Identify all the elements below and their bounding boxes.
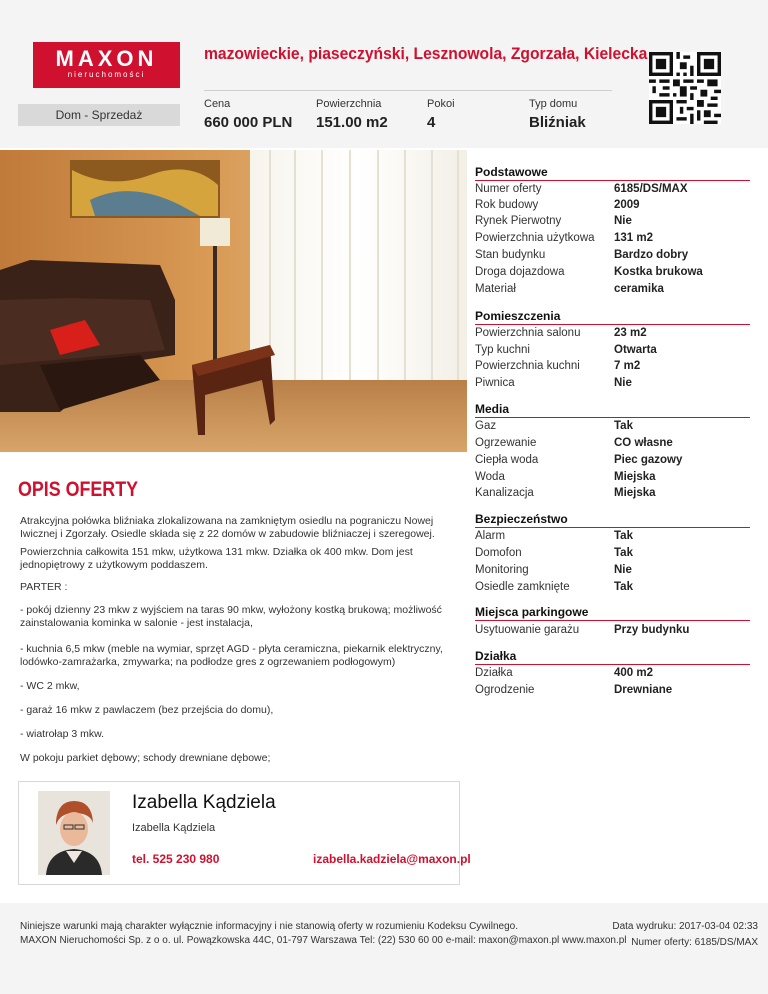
row-value: Tak [614,420,633,432]
row-value: Drewniane [614,684,673,696]
section-title-miejsca-parkingowe: Miejsca parkingowe [475,605,589,619]
row-label: Alarm [475,530,506,542]
row-label: Powierzchnia kuchni [475,360,580,372]
section-title-pomieszczenia: Pomieszczenia [475,309,561,323]
row-value: Miejska [614,487,656,499]
row-value: Bardzo dobry [614,249,689,261]
stat-value: Bliźniak [529,114,586,131]
row-label: Ogrodzenie [475,684,535,696]
row-value: 6185/DS/MAX [614,183,688,195]
row-label: Woda [475,471,505,483]
row-value: Tak [614,581,633,593]
stat-label: Typ domu [529,98,578,110]
section-title-bezpieczenstwo: Bezpieczeństwo [475,512,568,526]
row-label: Droga dojazdowa [475,266,565,278]
stat-house-type [529,98,586,131]
row-value: Nie [614,215,632,227]
description-paragraph: - garaż 16 mkw z pawlaczem (bez przejścia do domu), [20,704,274,716]
footer-company-info: MAXON Nieruchomości Sp. z o o. ul. Powązkowska 44C, 01-797 Warszawa Tel: (22) 530 60 00 e-mail: maxon@maxon.pl www.maxon.pl [20,935,627,946]
agent-phone-link[interactable]: tel. 525 230 980 [132,852,220,866]
row-value: Nie [614,377,632,389]
row-label: Powierzchnia salonu [475,327,581,339]
stat-value: 4 [427,114,436,131]
section-title-podstawowe: Podstawowe [475,165,548,179]
stat-label: Cena [204,98,231,110]
section-divider [475,664,750,665]
row-value: Przy budynku [614,624,690,636]
description-paragraph: - WC 2 mkw, [20,680,80,692]
agent-avatar [38,791,110,875]
row-value: 7 m2 [614,360,641,372]
row-value: Otwarta [614,344,657,356]
row-label: Działka [475,667,513,679]
agent-subtitle: Izabella Kądziela [132,822,216,834]
row-label: Usytuowanie garażu [475,624,580,636]
description-paragraph: - kuchnia 6,5 mkw (meble na wymiar, sprzęt AGD - płyta ceramiczna, piekarnik elektryczny, lodówko-zamrażarka, zmywarka; na podłodze gres z ogrzewaniem podłogowym) [20,643,443,668]
stat-label: Pokoi [427,98,455,110]
row-label: Ogrzewanie [475,437,537,449]
qr-code-icon[interactable] [648,52,722,124]
footer-offer-number: Numer oferty: 6185/DS/MAX [631,937,758,948]
description-paragraph: Atrakcyjna połówka bliźniaka zlokalizowana na zamkniętym osiedlu na pograniczu Nowej Iwicznej i Zgorzały. Osiedle składa się z 22 domów w zabudowie bliźniaczej i szeregowej. [20,515,435,540]
footer-background [0,903,768,994]
row-label: Osiedle zamknięte [475,581,570,593]
row-label: Rok budowy [475,199,539,211]
row-value: 131 m2 [614,232,654,244]
row-label: Ciepła woda [475,454,539,466]
listing-type-badge: Dom - Sprzedaż [18,104,180,126]
section-title-dzialka: Działka [475,649,517,663]
row-label: Numer oferty [475,183,542,195]
row-label: Typ kuchni [475,344,530,356]
description-paragraph: PARTER : [20,581,68,593]
row-value: 400 m2 [614,667,654,679]
section-divider [475,417,750,418]
footer-disclaimer: Niniejsze warunki mają charakter wyłącznie informacyjny i nie stanowią oferty w rozumieniu Kodeksu Cywilnego. [20,921,518,932]
row-value: ceramika [614,283,664,295]
row-label: Domofon [475,547,522,559]
stat-area [316,98,388,131]
description-title: OPIS OFERTY [18,478,139,501]
section-title-media: Media [475,402,510,416]
agent-name: Izabella Kądziela [132,792,276,813]
row-value: Tak [614,530,633,542]
description-paragraph: - pokój dzienny 23 mkw z wyjściem na taras 90 mkw, wyłożony kostką brukową; możliwość zainstalowania kominka w salonie - jest instalacja, [20,604,442,629]
row-label: Powierzchnia użytkowa [475,232,595,244]
property-photo[interactable] [0,150,467,452]
row-label: Gaz [475,420,497,432]
stat-value: 660 000 PLN [204,114,293,131]
stat-value: 151.00 m2 [316,114,388,131]
row-value: Kostka brukowa [614,266,703,278]
section-divider [475,620,750,621]
row-label: Monitoring [475,564,529,576]
stat-rooms [427,98,455,131]
row-label: Materiał [475,283,516,295]
row-value: Miejska [614,471,656,483]
row-value: 23 m2 [614,327,647,339]
row-label: Piwnica [475,377,515,389]
header-divider [204,90,612,91]
description-paragraph: W pokoju parkiet dębowy; schody drewniane dębowe; [20,752,271,764]
row-value: 2009 [614,199,640,211]
row-label: Stan budynku [475,249,546,261]
row-label: Rynek Pierwotny [475,215,562,227]
description-paragraph: Powierzchnia całkowita 151 mkw, użytkowa 131 mkw. Działka ok 400 mkw. Dom jest jednopiętrowy z użytkowym poddaszem. [20,546,413,571]
maxon-logo[interactable] [33,42,180,88]
footer-print-date: Data wydruku: 2017-03-04 02:33 [612,921,758,932]
row-value: Nie [614,564,632,576]
description-paragraph: - wiatrołap 3 mkw. [20,728,105,740]
row-value: CO własne [614,437,673,449]
row-value: Piec gazowy [614,454,683,466]
stat-price [204,98,292,131]
agent-email-link[interactable]: izabella.kadziela@maxon.pl [313,852,471,866]
logo-name: MAXON [55,46,158,71]
stat-label: Powierzchnia [316,98,382,110]
location-title: mazowieckie, piaseczyński, Lesznowola, Zgorzała, Kielecka [204,44,648,63]
section-divider [475,527,750,528]
logo-tagline: nieruchomości [67,70,146,79]
row-label: Kanalizacja [475,487,534,499]
row-value: Tak [614,547,633,559]
